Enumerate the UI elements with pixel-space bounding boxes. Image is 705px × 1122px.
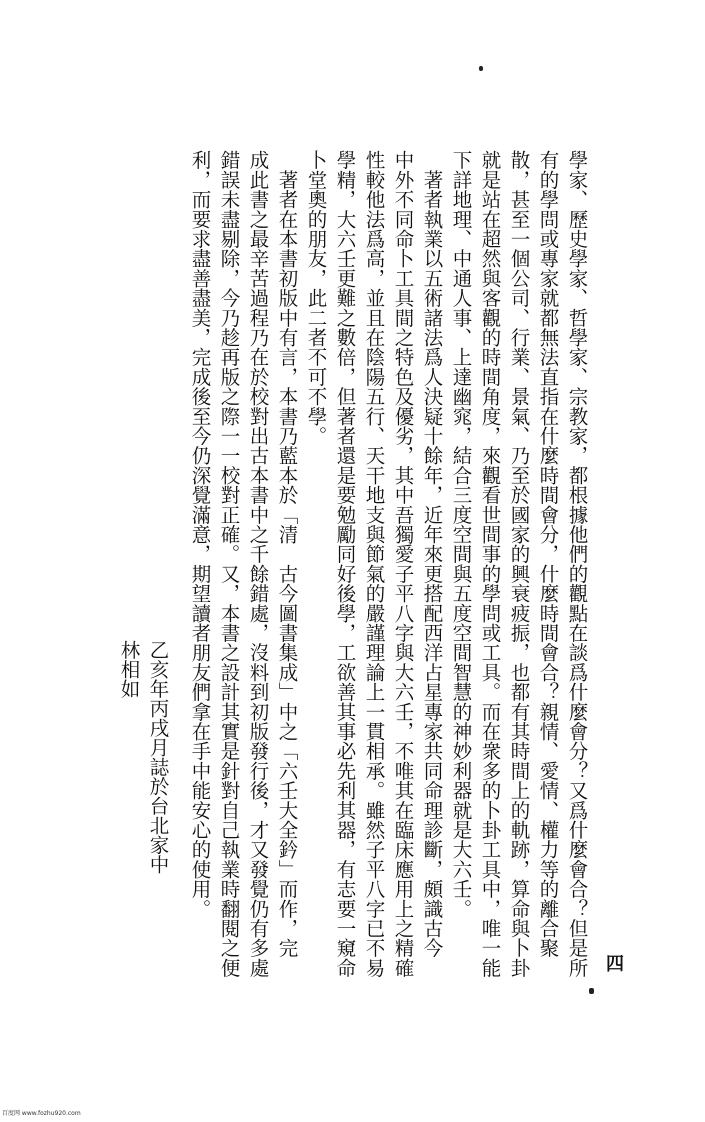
page-number: 四 xyxy=(606,954,624,975)
text-column: 散，甚至一個公司、行業、景氣、乃至於國家的興衰疲振，也都有其時間上的軌跡，算命與卜卦 xyxy=(507,150,531,978)
text-column: 著者在本書初版中有言，本書乃藍本於「清 古今圖書集成」中之「六壬大全鈐」而作，完 xyxy=(275,150,299,958)
scan-speck xyxy=(589,988,594,994)
text-column: 就是站在超然與客觀的時間角度，來觀看世間事的學問或工具。而在衆多的卜卦工具中，唯一能 xyxy=(478,150,502,978)
text-column: 卜堂奧的朋友，此二者不可不學。 xyxy=(304,150,328,446)
text-column: 性較他法爲高，並且在陰陽五行、天干地支與節氣的嚴謹理論上一貫相承。雖然子平八字已不易 xyxy=(362,150,386,978)
scan-speck xyxy=(479,66,483,71)
text-column: 中外不同命卜工具間之特色及優劣，其中吾獨愛子平八字與大六壬，不唯其在臨床應用上之精確 xyxy=(391,150,415,978)
text-column: 著者執業以五術諸法爲人決疑十餘年，近年來更搭配西洋占星專家共同命理診斷，頗識古今 xyxy=(420,150,444,958)
text-column: 成此書之最辛苦過程乃在於校對出古本書中之千餘錯處，沒料到初版發行後，才又發覺仍有多處 xyxy=(246,150,270,978)
text-column: 錯誤未盡剔除，今乃趁再版之際一一校對正確。又，本書之設計其實是針對自己執業時翻閱之便 xyxy=(217,150,241,978)
footer-watermark: 百度网 www.fozhu920.com xyxy=(2,1110,81,1117)
signature-author: 林相如 xyxy=(117,640,141,699)
text-column: 下詳地理、中通人事、上達幽窕，結合三度空間與五度空間智慧的神妙利器就是大六壬。 xyxy=(449,150,473,919)
text-column: 學家、歷史學家、哲學家、宗教家，都根據他們的觀點在談爲什麼會分？又爲什麼會合？但是所 xyxy=(565,150,589,978)
text-column: 有的學問或專家就都無法直指在什麼時間會分，什麼時間會合？親情、愛情、權力等的離合聚 xyxy=(536,150,560,958)
text-column: 學精，大六壬更難之數倍，但著者還是要勉勵同好後學，工欲善其事必先利其器，有志要一窺命 xyxy=(333,150,357,978)
text-column: 利，而要求盡善盡美，完成後至今仍深覺滿意，期望讀者朋友們拿在手中能安心的使用。 xyxy=(188,150,212,919)
signature-date: 乙亥年丙戌月誌於台北家中 xyxy=(146,640,170,874)
